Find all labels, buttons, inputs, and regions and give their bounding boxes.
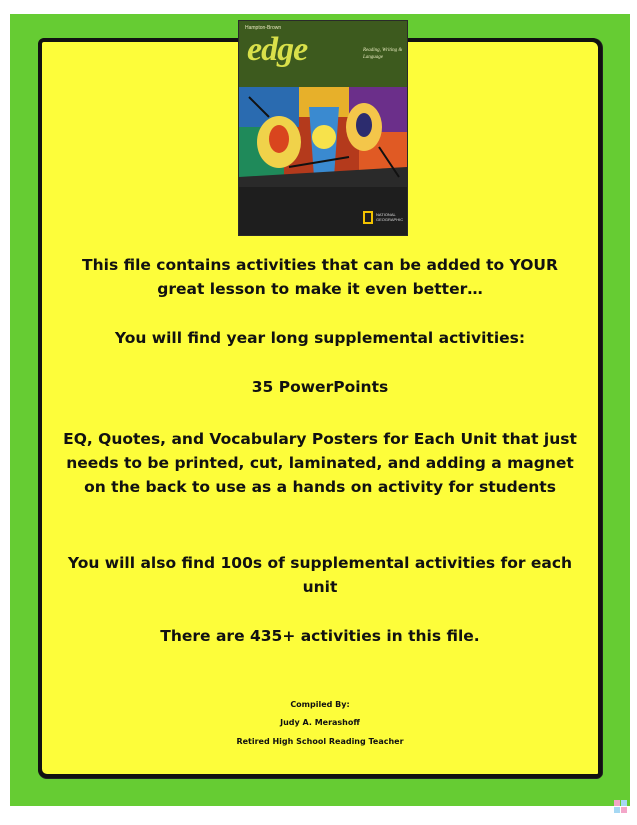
- supplemental-text: You will also find 100s of supplemental activities for each unit: [67, 554, 573, 596]
- national-geographic-logo-icon: [363, 211, 373, 224]
- intro-text: This file contains activities that can be added to YOUR great lesson to make it even better…: [82, 256, 558, 298]
- book-cover-image: [238, 20, 408, 236]
- cover-publisher: Hampton-Brown: [245, 25, 282, 31]
- author-name: Judy A. Merashoff: [280, 718, 360, 727]
- cover-brand-logo: edge: [247, 31, 308, 68]
- posters-text: EQ, Quotes, and Vocabulary Posters for Each Unit that just needs to be printed, cut, laminated, and adding a magnet on the back to use as a hands on activity for students: [63, 430, 577, 496]
- year-long-text: You will find year long supplemental activities:: [114, 329, 526, 347]
- author-role: Retired High School Reading Teacher: [236, 737, 404, 746]
- corner-decoration: [614, 800, 628, 814]
- cover-artwork: [239, 87, 407, 187]
- cover-subtitle: Reading, Writing & Language: [363, 48, 403, 60]
- cover-imprint: NATIONAL GEOGRAPHIC: [376, 212, 404, 222]
- total-activities-text: There are 435+ activities in this file.: [160, 627, 480, 645]
- powerpoints-text: 35 PowerPoints: [251, 378, 389, 396]
- compiled-by-label: Compiled By:: [290, 700, 350, 709]
- cover-bottom-band: [239, 187, 407, 235]
